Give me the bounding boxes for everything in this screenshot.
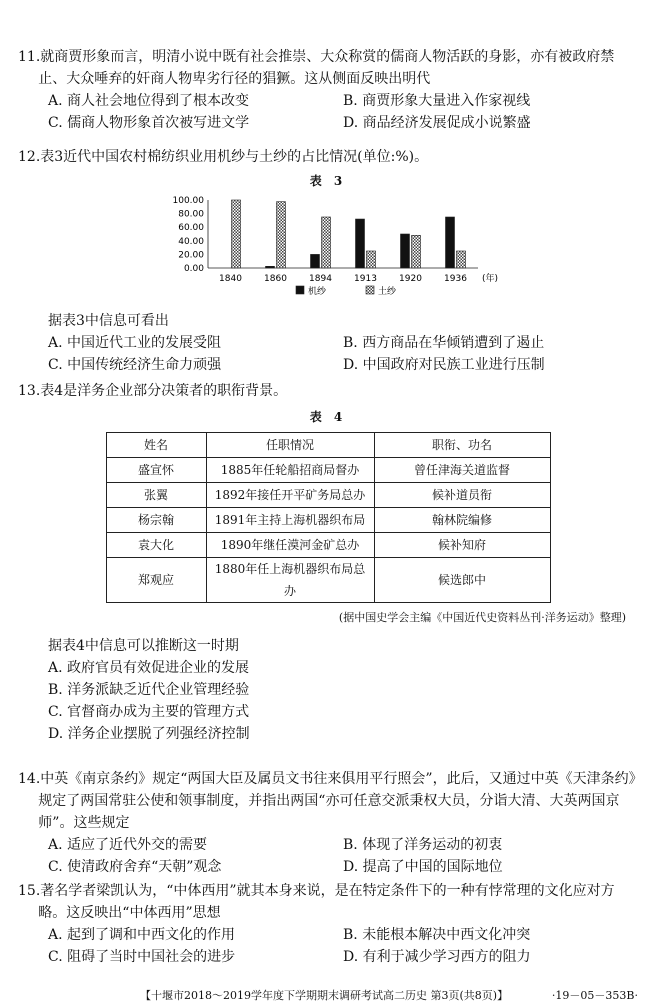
x-tick-label: 1913 — [354, 274, 377, 284]
question-12-options — [18, 332, 638, 376]
table-cell: 候选郎中 — [374, 558, 550, 603]
table-cell: 翰林院编修 — [374, 508, 550, 533]
table-cell: 袁大化 — [106, 533, 206, 558]
table-cell: 1880年任上海机器织布局总办 — [206, 558, 374, 603]
bar-native-yarn — [412, 235, 421, 268]
option-b[interactable]: B. 未能根本解决中西文化冲突 — [343, 927, 531, 943]
question-13 — [18, 380, 638, 745]
x-tick-label: 1860 — [264, 274, 287, 284]
question-13-lead: 据表4中信息可以推断这一时期 — [48, 638, 239, 654]
table-4-source: (据中国史学会主编《中国近代史资料丛刊·洋务运动》整理) — [338, 611, 626, 624]
bar-machine-yarn — [356, 219, 365, 268]
question-14-options — [18, 834, 638, 878]
option-c[interactable]: C. 儒商人物形象首次被写进文学 — [48, 115, 250, 131]
legend-label: 土纱 — [378, 287, 397, 297]
option-a[interactable]: A. 中国近代工业的发展受阻 — [48, 335, 222, 351]
table-cell: 1891年主持上海机器织布局 — [206, 508, 374, 533]
table-cell: 候补道员衔 — [374, 483, 550, 508]
option-d[interactable]: D. 中国政府对民族工业进行压制 — [343, 357, 545, 373]
y-tick-label: 60.00 — [178, 223, 204, 234]
question-11 — [18, 46, 638, 134]
option-b[interactable]: B. 商贾形象大量进入作家视线 — [343, 93, 531, 109]
question-11-options — [18, 90, 638, 134]
y-tick-label: 100.00 — [172, 196, 204, 206]
table-cell: 曾任津海关道监督 — [374, 458, 550, 483]
question-14-stem: 14.中英《南京条约》规定“两国大臣及属员文书往来俱用平行照会”，此后，又通过中英《天津条约》规定了两国常驻公使和领事制度，并指出两国“亦可任意交派秉权大员，分诣大清、大英两国京师”。这些规定 — [18, 771, 636, 831]
question-11-stem: 11.就商贾形象而言，明清小说中既有社会推崇、大众称赏的儒商人物活跃的身影，亦有被政府禁止、大众唾弃的奸商人物卑劣行径的猖獗。这从侧面反映出明代 — [18, 49, 615, 87]
option-d[interactable]: D. 洋务企业摆脱了列强经济控制 — [48, 726, 250, 742]
column-header: 姓名 — [106, 433, 206, 458]
legend-label: 机纱 — [308, 287, 327, 297]
table-cell: 候补知府 — [374, 533, 550, 558]
y-tick-label: 80.00 — [178, 209, 204, 220]
option-d[interactable]: D. 有利于减少学习西方的阻力 — [343, 949, 531, 965]
legend-swatch-machine-yarn — [296, 286, 304, 294]
bar-native-yarn — [322, 217, 331, 268]
table-row — [106, 558, 550, 603]
option-c[interactable]: C. 中国传统经济生命力顽强 — [48, 357, 222, 373]
table-cell: 郑观应 — [106, 558, 206, 603]
option-d[interactable]: D. 提高了中国的国际地位 — [343, 859, 503, 875]
question-14 — [18, 768, 638, 878]
bar-native-yarn — [457, 251, 466, 268]
question-13-stem: 13.表4是洋务企业部分决策者的职衔背景。 — [18, 383, 288, 399]
question-12-lead: 据表3中信息可看出 — [48, 313, 169, 329]
y-tick-label: 0.00 — [183, 264, 204, 274]
table-row — [106, 508, 550, 533]
table-cell: 张翼 — [106, 483, 206, 508]
table-3-caption: 表 3 — [309, 174, 347, 188]
bar-machine-yarn — [446, 217, 455, 268]
option-a[interactable]: A. 适应了近代外交的需要 — [48, 837, 208, 853]
table-row — [106, 533, 550, 558]
table-4 — [106, 432, 551, 603]
option-d[interactable]: D. 商品经济发展促成小说繁盛 — [343, 115, 531, 131]
column-header: 任职情况 — [206, 433, 374, 458]
table-row — [106, 458, 550, 483]
question-12-continued — [18, 310, 638, 376]
table-cell: 1885年任轮船招商局督办 — [206, 458, 374, 483]
x-axis-unit: (年) — [482, 274, 499, 284]
question-15 — [18, 880, 638, 968]
option-a[interactable]: A. 起到了调和中西文化的作用 — [48, 927, 236, 943]
option-c[interactable]: C. 官督商办成为主要的管理方式 — [48, 704, 250, 720]
question-12-stem: 12.表3近代中国农村棉纺织业用机纱与土纱的占比情况(单位:%)。 — [18, 149, 429, 165]
option-c[interactable]: C. 使清政府舍弃“天朝”观念 — [48, 859, 222, 875]
bar-native-yarn — [367, 251, 376, 268]
table-cell: 1892年接任开平矿务局总办 — [206, 483, 374, 508]
option-b[interactable]: B. 西方商品在华倾销遭到了遏止 — [343, 335, 545, 351]
bar-native-yarn — [277, 202, 286, 268]
question-12 — [18, 146, 638, 192]
bar-native-yarn — [232, 200, 241, 268]
option-a[interactable]: A. 政府官员有效促进企业的发展 — [48, 660, 250, 676]
table-cell: 1890年继任漠河金矿总办 — [206, 533, 374, 558]
bar-machine-yarn — [311, 254, 320, 268]
y-tick-label: 40.00 — [178, 236, 204, 247]
option-a[interactable]: A. 商人社会地位得到了根本改变 — [48, 93, 250, 109]
column-header: 职衔、功名 — [374, 433, 550, 458]
table-row — [106, 483, 550, 508]
bar-machine-yarn — [401, 234, 410, 268]
x-tick-label: 1894 — [309, 274, 332, 284]
option-b[interactable]: B. 洋务派缺乏近代企业管理经验 — [48, 682, 250, 698]
table-4-caption: 表 4 — [309, 410, 347, 424]
question-15-options — [18, 924, 638, 968]
y-tick-label: 20.00 — [178, 250, 204, 261]
option-c[interactable]: C. 阻碍了当时中国社会的进步 — [48, 949, 236, 965]
x-tick-label: 1840 — [219, 274, 242, 284]
footer-code: ·19－05－353B· — [551, 989, 638, 1002]
table-cell: 杨宗翰 — [106, 508, 206, 533]
footer-text: 【十堰市2018～2019学年度下学期期末调研考试高二历史 第3页(共8页)】 — [140, 989, 509, 1002]
bar-machine-yarn — [266, 266, 275, 268]
legend-swatch-native-yarn — [366, 286, 374, 294]
x-tick-label: 1936 — [444, 274, 467, 284]
question-15-stem: 15.著名学者梁凯认为，“中体西用”就其本身来说，是在特定条件下的一种有悖常理的文化应对方略。这反映出“中体西用”思想 — [18, 883, 615, 921]
table-cell: 盛宣怀 — [106, 458, 206, 483]
option-b[interactable]: B. 体现了洋务运动的初衷 — [343, 837, 503, 853]
table-header-row — [106, 433, 550, 458]
question-13-options — [18, 657, 638, 745]
table-3-bar-chart — [150, 194, 510, 308]
x-tick-label: 1920 — [399, 274, 422, 284]
